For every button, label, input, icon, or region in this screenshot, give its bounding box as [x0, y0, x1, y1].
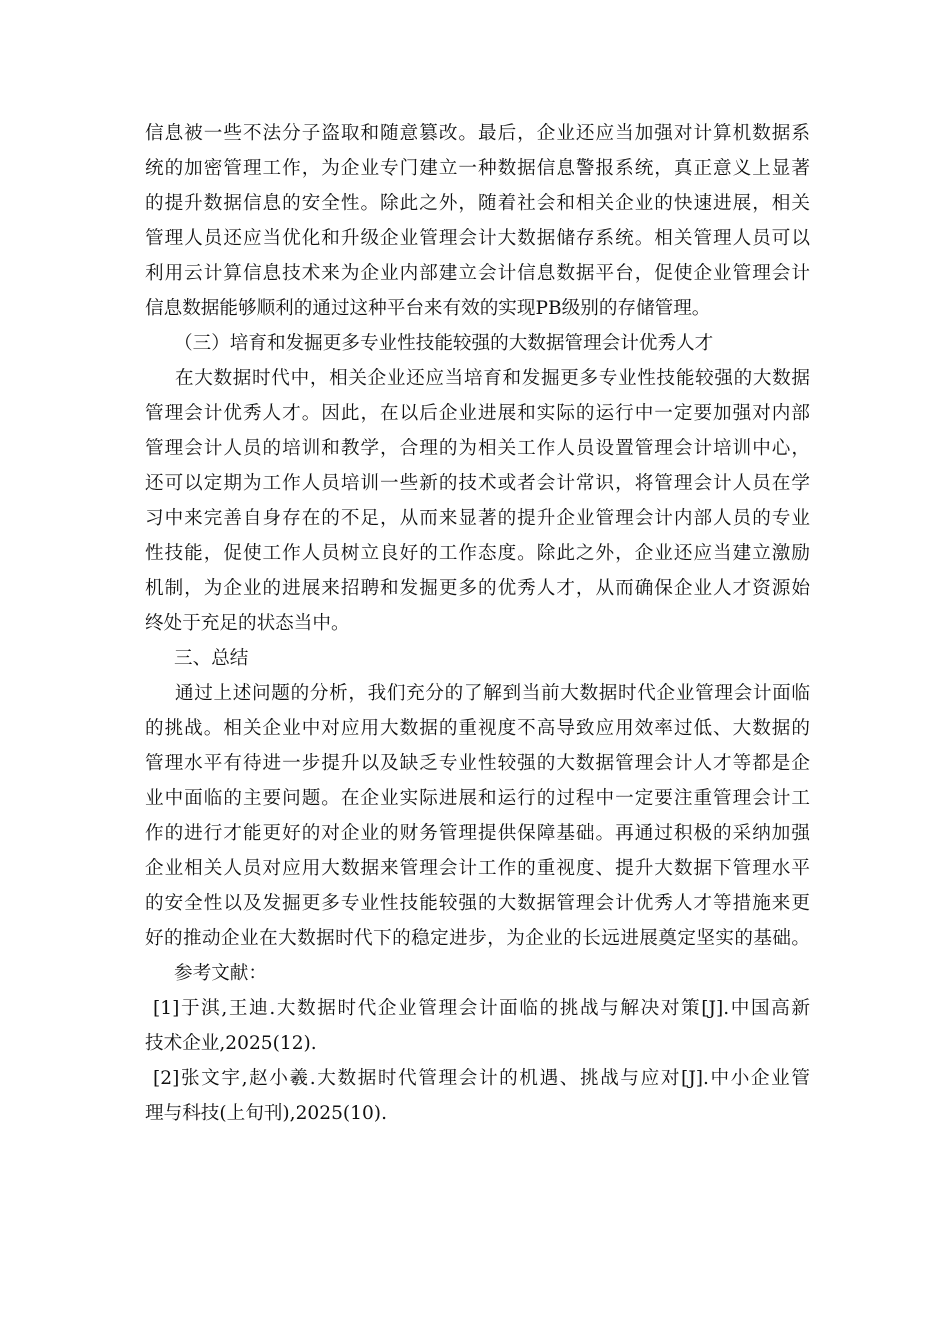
paragraph-line: 性技能，促使工作人员树立良好的工作态度。除此之外，企业还应当建立激励: [145, 543, 810, 564]
reference-line: [2]张文宇,赵小羲.大数据时代管理会计的机遇、挑战与应对[J].中小企业管: [153, 1068, 810, 1089]
paragraph-line: 机制，为企业的进展来招聘和发掘更多的优秀人才，从而确保企业人才资源始: [145, 578, 810, 599]
conclusion-heading: 三、总结: [174, 648, 249, 669]
section-heading: （三）培育和发掘更多专业性技能较强的大数据管理会计优秀人才: [174, 333, 714, 354]
reference-line: [1]于淇,王迪.大数据时代企业管理会计面临的挑战与解决对策[J].中国高新: [153, 998, 810, 1019]
paragraph-line: 习中来完善自身存在的不足，从而来显著的提升企业管理会计内部人员的专业: [145, 508, 810, 529]
paragraph-line: 的提升数据信息的安全性。除此之外，随着社会和相关企业的快速进展，相关: [145, 193, 810, 214]
paragraph-line: 好的推动企业在大数据时代下的稳定进步，为企业的长远进展奠定坚实的基础。: [145, 928, 810, 949]
paragraph-line: 的安全性以及发掘更多专业性技能较强的大数据管理会计优秀人才等措施来更: [145, 893, 810, 914]
paragraph-line: 管理水平有待进一步提升以及缺乏专业性较强的大数据管理会计人才等都是企: [145, 753, 810, 774]
paragraph-line: 通过上述问题的分析，我们充分的了解到当前大数据时代企业管理会计面临: [175, 683, 810, 704]
reference-line: 技术企业,2025(12).: [145, 1033, 317, 1054]
paragraph-line: 信息数据能够顺利的通过这种平台来有效的实现PB级别的存储管理。: [145, 298, 711, 319]
paragraph-line: 利用云计算信息技术来为企业内部建立会计信息数据平台，促使企业管理会计: [145, 263, 810, 284]
paragraph-line: 信息被一些不法分子盗取和随意篡改。最后，企业还应当加强对计算机数据系: [145, 123, 810, 144]
paragraph-line: 统的加密管理工作，为企业专门建立一种数据信息警报系统，真正意义上显著: [145, 158, 810, 179]
paragraph-line: 作的进行才能更好的对企业的财务管理提供保障基础。再通过积极的采纳加强: [145, 823, 810, 844]
paragraph-line: 的挑战。相关企业中对应用大数据的重视度不高导致应用效率过低、大数据的: [145, 718, 810, 739]
paragraph-line: 管理会计人员的培训和教学，合理的为相关工作人员设置管理会计培训中心，: [145, 438, 810, 459]
references-heading: 参考文献：: [174, 963, 267, 984]
reference-line: 理与科技(上旬刊),2025(10).: [145, 1103, 387, 1124]
paragraph-line: 管理会计优秀人才。因此，在以后企业进展和实际的运行中一定要加强对内部: [145, 403, 810, 424]
paragraph-line: 终处于充足的状态当中。: [145, 613, 350, 634]
paragraph-line: 企业相关人员对应用大数据来管理会计工作的重视度、提升大数据下管理水平: [145, 858, 810, 879]
paragraph-line: 还可以定期为工作人员培训一些新的技术或者会计常识，将管理会计人员在学: [145, 473, 810, 494]
paragraph-line: 业中面临的主要问题。在企业实际进展和运行的过程中一定要注重管理会计工: [145, 788, 810, 809]
paragraph-line: 在大数据时代中，相关企业还应当培育和发掘更多专业性技能较强的大数据: [175, 368, 810, 389]
paragraph-line: 管理人员还应当优化和升级企业管理会计大数据储存系统。相关管理人员可以: [145, 228, 810, 249]
